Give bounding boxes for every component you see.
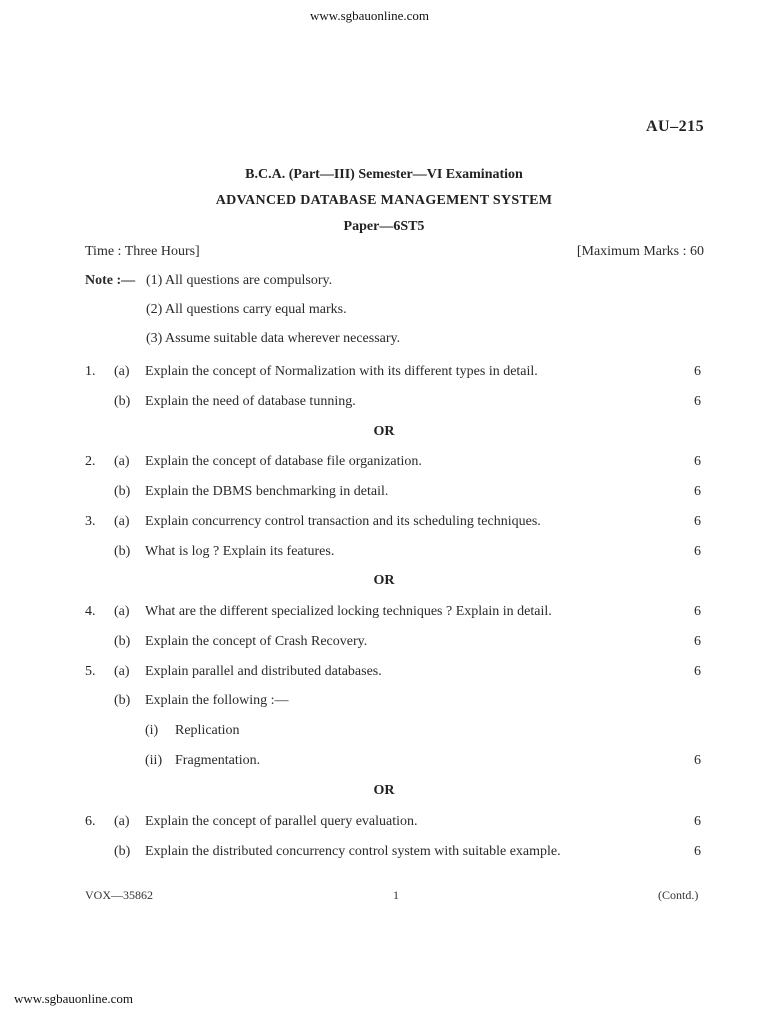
- subject-title: ADVANCED DATABASE MANAGEMENT SYSTEM: [215, 193, 553, 208]
- question-text: Explain the concept of parallel query evaluation.: [145, 814, 418, 829]
- question-text: Explain the distributed concurrency control system with suitable example.: [145, 844, 561, 859]
- marks: 6: [694, 394, 701, 409]
- part-label: (a): [114, 454, 130, 469]
- sub-part-label: (ii): [145, 753, 163, 768]
- sub-part-label: (i): [145, 723, 159, 738]
- part-label: (a): [114, 514, 130, 529]
- question-text: Explain concurrency control transaction and its scheduling techniques.: [145, 514, 541, 529]
- marks: 6: [694, 454, 701, 469]
- question-number: 3.: [85, 514, 96, 529]
- or-divider: OR: [373, 573, 395, 588]
- note-item: (3) Assume suitable data wherever necessary.: [146, 331, 401, 346]
- part-label: (a): [114, 664, 130, 679]
- question-text: Explain the need of database tunning.: [145, 394, 356, 409]
- question-text: Explain the concept of Normalization with its different types in detail.: [145, 364, 538, 379]
- site-url-top[interactable]: www.sgbauonline.com: [310, 8, 430, 23]
- part-label: (b): [114, 634, 131, 649]
- marks: 6: [694, 844, 701, 859]
- question-text: Explain parallel and distributed databases.: [145, 664, 382, 679]
- question-text: Explain the concept of Crash Recovery.: [145, 634, 368, 649]
- part-label: (b): [114, 844, 131, 859]
- part-label: (a): [114, 604, 130, 619]
- marks: 6: [694, 364, 701, 379]
- page-number: 1: [393, 888, 399, 902]
- footer-code: VOX—35862: [85, 888, 153, 902]
- marks: 6: [694, 544, 701, 559]
- note-label: Note :—: [85, 273, 136, 288]
- max-marks-label: [Maximum Marks : 60: [576, 244, 704, 259]
- part-label: (b): [114, 484, 131, 499]
- question-text: Explain the concept of database file organization.: [145, 454, 422, 469]
- part-label: (a): [114, 814, 130, 829]
- question-number: 5.: [85, 664, 96, 679]
- or-divider: OR: [373, 783, 395, 798]
- question-text: Explain the following :—: [145, 693, 289, 708]
- question-text: What are the different specialized locking techniques ? Explain in detail.: [145, 604, 552, 619]
- part-label: (a): [114, 364, 130, 379]
- part-label: (b): [114, 544, 131, 559]
- marks: 6: [694, 814, 701, 829]
- question-number: 6.: [85, 814, 96, 829]
- site-url-bottom[interactable]: www.sgbauonline.com: [14, 991, 134, 1006]
- question-number: 2.: [85, 454, 96, 469]
- question-text: Explain the DBMS benchmarking in detail.: [145, 484, 389, 499]
- part-label: (b): [114, 394, 131, 409]
- sub-part-text: Fragmentation.: [175, 753, 261, 768]
- marks: 6: [694, 664, 701, 679]
- marks: 6: [694, 484, 701, 499]
- question-number: 4.: [85, 604, 96, 619]
- time-label: Time : Three Hours]: [85, 244, 200, 259]
- marks: 6: [694, 604, 701, 619]
- note-item: (1) All questions are compulsory.: [146, 273, 333, 288]
- exam-title: B.C.A. (Part—III) Semester—VI Examination: [245, 167, 523, 182]
- continued-label: (Contd.): [658, 888, 699, 902]
- part-label: (b): [114, 693, 131, 708]
- sub-part-text: Replication: [175, 723, 240, 738]
- marks: 6: [694, 634, 701, 649]
- question-number: 1.: [85, 364, 96, 379]
- note-item: (2) All questions carry equal marks.: [146, 302, 347, 317]
- paper-code: AU–215: [646, 118, 705, 135]
- marks: 6: [694, 514, 701, 529]
- question-text: What is log ? Explain its features.: [145, 544, 335, 559]
- or-divider: OR: [373, 424, 395, 439]
- paper-title: Paper—6ST5: [343, 219, 425, 234]
- marks: 6: [694, 753, 701, 768]
